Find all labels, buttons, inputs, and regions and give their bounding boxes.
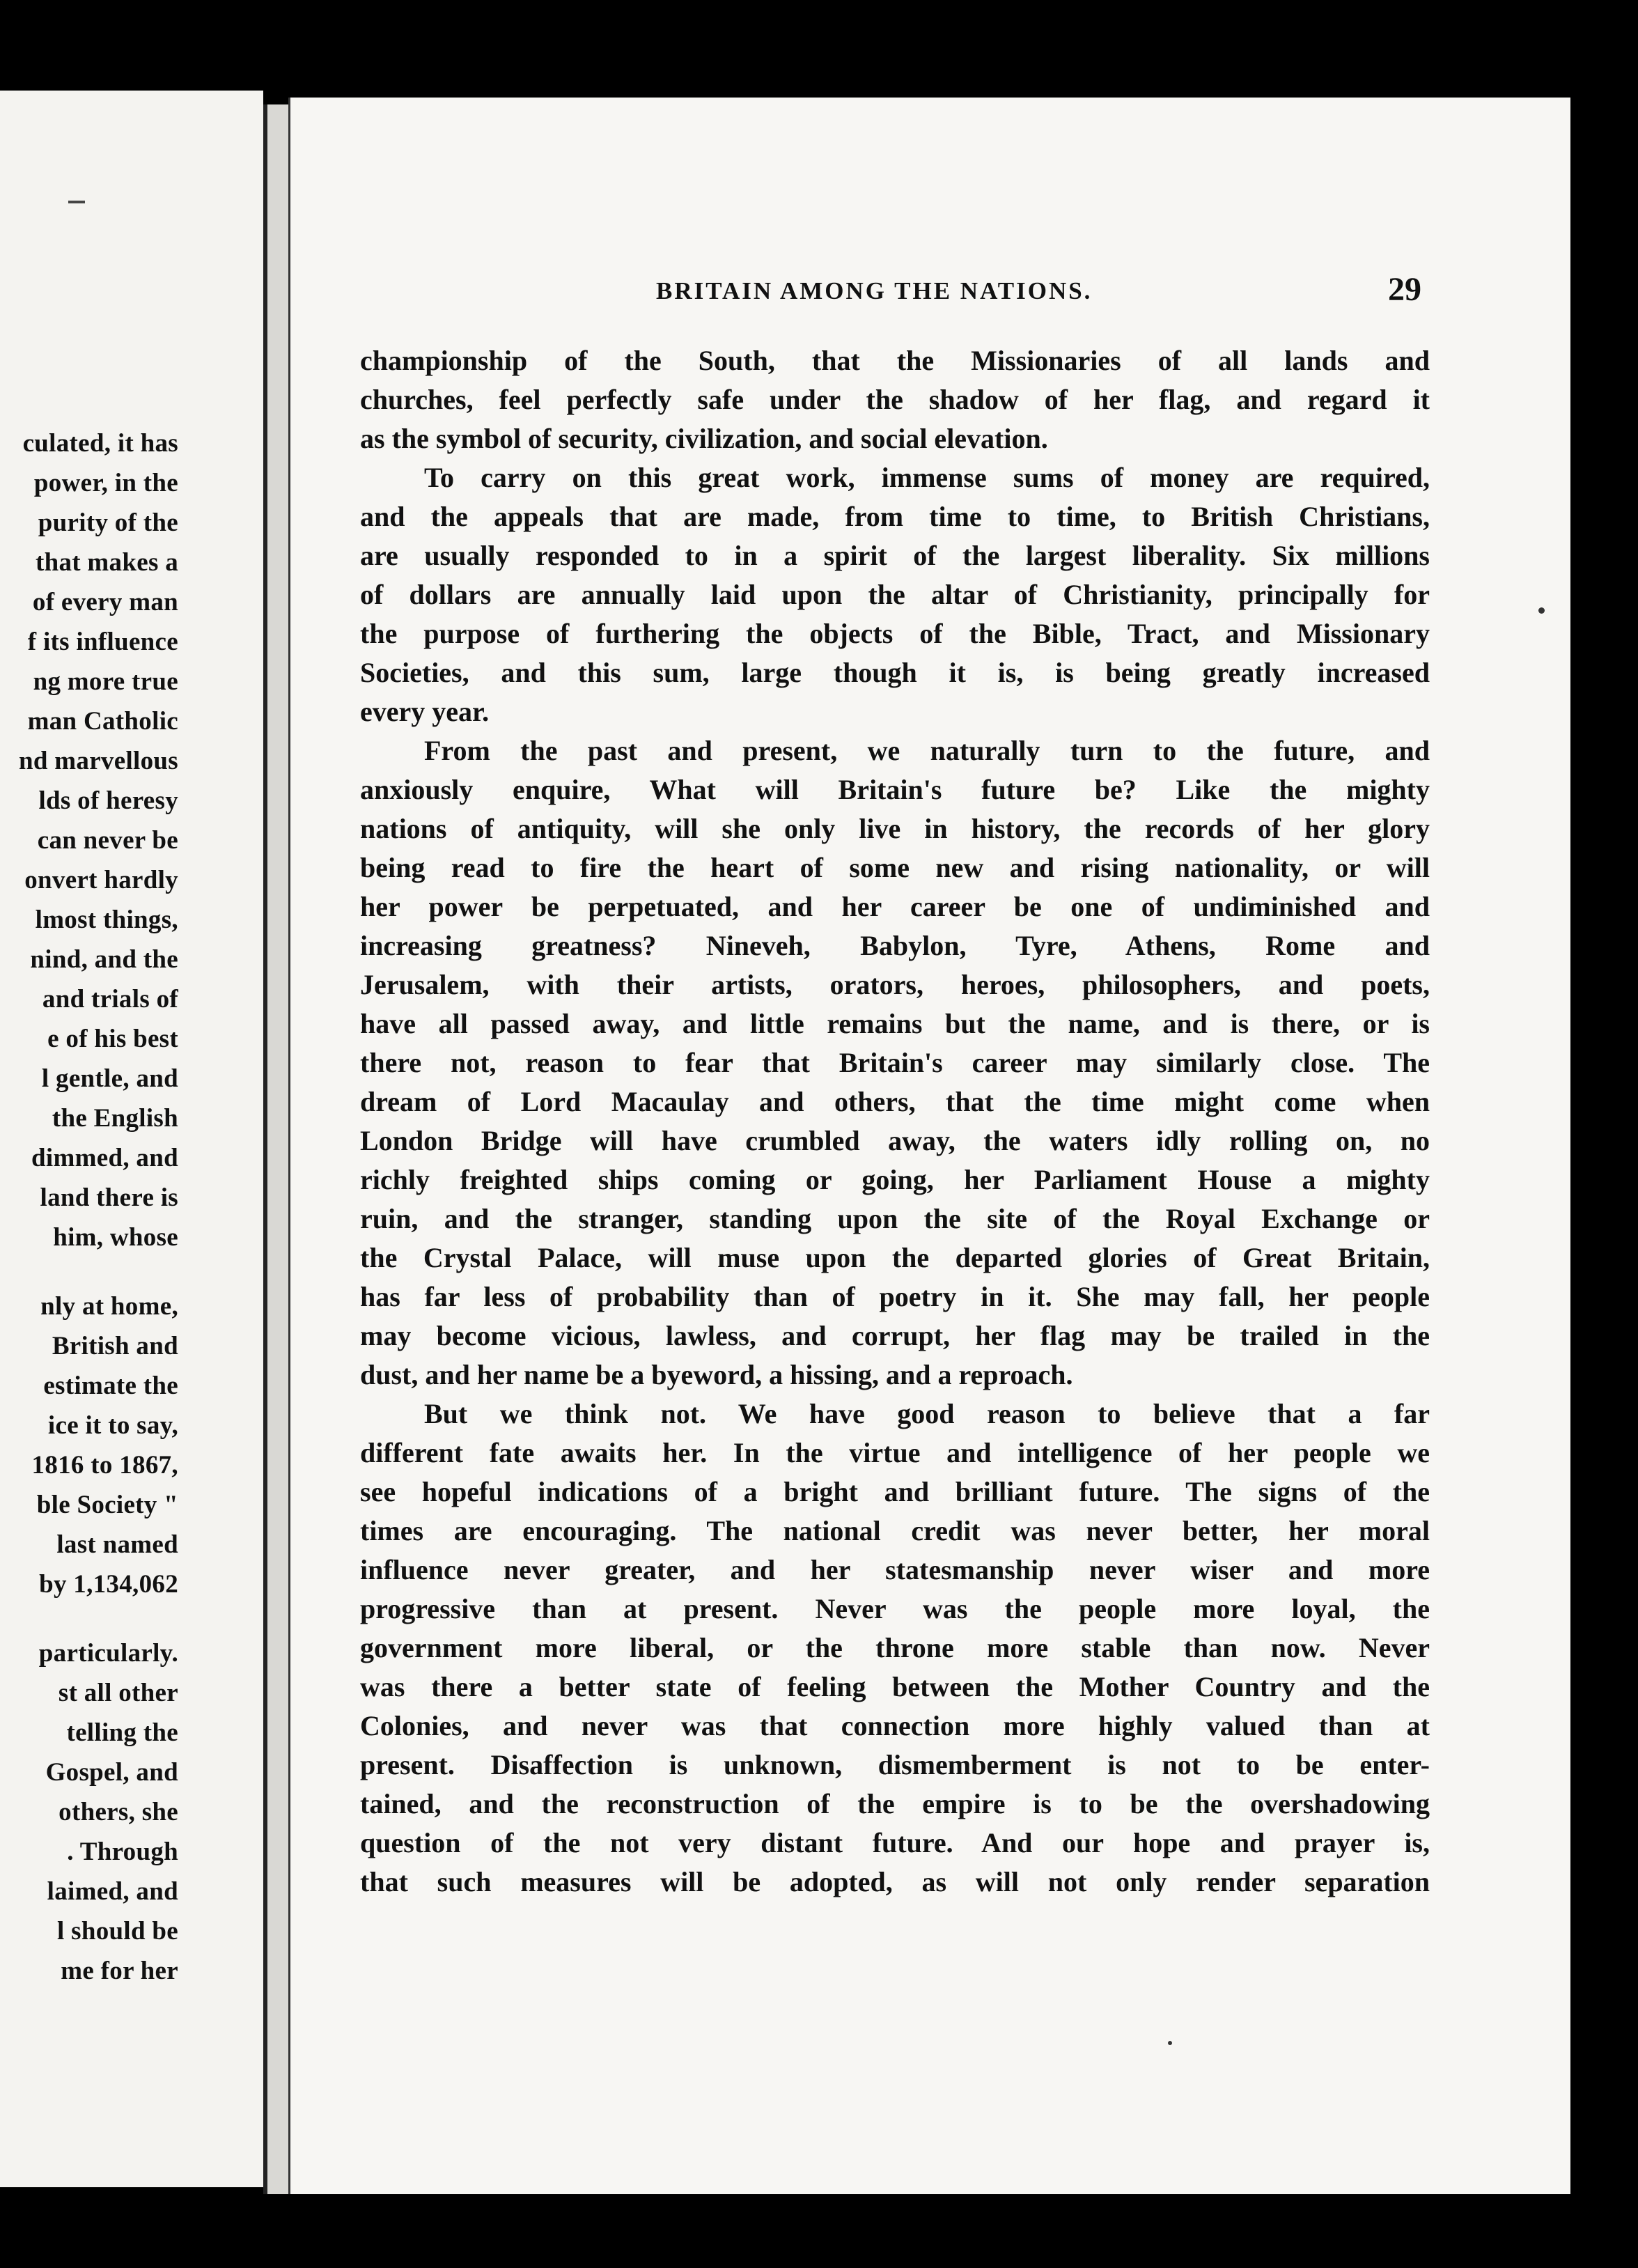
left-page-line: culated, it has xyxy=(22,429,178,458)
left-page-line: e of his best xyxy=(47,1025,178,1053)
text-line: there not, reason to fear that Britain's career may similarly close. The xyxy=(360,1047,1430,1078)
left-page-line: and trials of xyxy=(42,985,178,1013)
text-line: her power be perpetuated, and her career be one of undiminished and xyxy=(360,891,1430,922)
text-line: was there a better state of feeling between the Mother Country and the xyxy=(360,1671,1430,1702)
text-line: different fate awaits her. In the virtue and intelligence of her people we xyxy=(360,1437,1430,1468)
left-page-line: . Through xyxy=(67,1838,178,1866)
text-line: Colonies, and never was that connection more highly valued than at xyxy=(360,1710,1430,1741)
left-page-line: nind, and the xyxy=(30,945,178,974)
text-line: richly freighted ships coming or going, her Parliament House a mighty xyxy=(360,1164,1430,1195)
left-page-line: land there is xyxy=(40,1183,178,1212)
left-page-line: ice it to say, xyxy=(47,1411,178,1440)
text-line: tained, and the reconstruction of the empire is to be the overshadowing xyxy=(360,1788,1430,1819)
text-line: see hopeful indications of a bright and brilliant future. The signs of the xyxy=(360,1476,1430,1507)
text-line: the Crystal Palace, will muse upon the departed glories of Great Britain, xyxy=(360,1242,1430,1273)
left-page-line: me for her xyxy=(61,1957,178,1985)
left-page-line: British and xyxy=(52,1332,178,1360)
left-page-fragment xyxy=(0,91,263,2187)
left-page-line: him, whose xyxy=(53,1223,178,1252)
text-line: have all passed away, and little remains but the name, and is there, or is xyxy=(360,1008,1430,1039)
left-page-line: power, in the xyxy=(33,469,178,497)
text-line: London Bridge will have crumbled away, the waters idly rolling on, no xyxy=(360,1125,1430,1156)
left-page-line: nd marvellous xyxy=(18,747,178,775)
text-line: times are encouraging. The national credit was never better, her moral xyxy=(360,1515,1430,1546)
left-page-line: dimmed, and xyxy=(31,1144,178,1172)
left-page-line: man Catholic xyxy=(27,707,178,736)
left-page-line: Gospel, and xyxy=(45,1758,178,1787)
left-page-line: by 1,134,062 xyxy=(39,1570,178,1599)
left-page-line: lds of heresy xyxy=(38,786,178,815)
body-text xyxy=(360,341,1430,1902)
paragraph xyxy=(360,341,1430,458)
text-line: present. Disaffection is unknown, dismemberment is not to be enter- xyxy=(360,1749,1430,1780)
text-line: churches, feel perfectly safe under the shadow of her flag, and regard it xyxy=(360,384,1430,415)
left-page-line: estimate the xyxy=(43,1372,178,1400)
text-line: government more liberal, or the throne more stable than now. Never xyxy=(360,1632,1430,1663)
left-page-dash-mark xyxy=(68,201,85,203)
ink-speck xyxy=(1168,2041,1172,2045)
text-line: that such measures will be adopted, as will not only render separation xyxy=(360,1866,1430,1897)
text-line: and the appeals that are made, from time to time, to British Christians, xyxy=(360,501,1430,532)
left-page-line: laimed, and xyxy=(47,1877,178,1906)
left-page-line: last named xyxy=(56,1530,178,1559)
left-page-line xyxy=(19,1257,178,1287)
text-line: anxiously enquire, What will Britain's future be? Like the mighty xyxy=(360,774,1430,805)
text-line: are usually responded to in a spirit of the largest liberality. Six millions xyxy=(360,540,1430,571)
left-page-line: can never be xyxy=(37,826,178,855)
paragraph xyxy=(360,1395,1430,1902)
paragraph xyxy=(360,731,1430,1395)
left-page-line: lmost things, xyxy=(35,906,178,934)
left-page-line: purity of the xyxy=(38,508,178,537)
paragraph xyxy=(360,458,1430,731)
text-line: From the past and present, we naturally turn to the future, and xyxy=(424,735,1430,766)
text-line: Jerusalem, with their artists, orators, heroes, philosophers, and poets, xyxy=(360,969,1430,1000)
right-page xyxy=(288,98,1570,2194)
text-line: of dollars are annually laid upon the altar of Christianity, principally for xyxy=(360,579,1430,610)
text-line: as the symbol of security, civilization, and social elevation. xyxy=(360,423,1048,454)
left-page-line: l should be xyxy=(57,1917,178,1945)
text-line: being read to fire the heart of some new and rising nationality, or will xyxy=(360,852,1430,883)
page-number: 29 xyxy=(1388,271,1421,308)
left-page-line: of every man xyxy=(32,588,178,616)
left-page-line: 1816 to 1867, xyxy=(31,1451,178,1479)
text-line: increasing greatness? Nineveh, Babylon, Tyre, Athens, Rome and xyxy=(360,930,1430,961)
text-line: dust, and her name be a byeword, a hissing, and a reproach. xyxy=(360,1359,1073,1390)
left-page-line: st all other xyxy=(58,1679,178,1707)
left-page-line: f its influence xyxy=(27,628,178,656)
text-line: question of the not very distant future. And our hope and prayer is, xyxy=(360,1827,1430,1858)
left-page-line: l gentle, and xyxy=(41,1064,178,1093)
running-head: BRITAIN AMONG THE NATIONS. xyxy=(656,277,1093,304)
left-page-line: particularly. xyxy=(38,1639,178,1668)
text-line: But we think not. We have good reason to believe that a far xyxy=(424,1398,1430,1429)
left-page-line: that makes a xyxy=(35,548,178,577)
text-line: every year. xyxy=(360,696,490,727)
left-page-line: nly at home, xyxy=(40,1292,178,1321)
left-page-line: ble Society " xyxy=(36,1491,178,1519)
text-line: dream of Lord Macaulay and others, that the time might come when xyxy=(360,1086,1430,1117)
text-line: ruin, and the stranger, standing upon the site of the Royal Exchange or xyxy=(360,1203,1430,1234)
left-page-line xyxy=(19,1604,178,1633)
text-line: progressive than at present. Never was the people more loyal, the xyxy=(360,1593,1430,1624)
text-line: has far less of probability than of poetry in it. She may fall, her people xyxy=(360,1281,1430,1312)
left-page-line: others, she xyxy=(58,1798,178,1826)
left-page-line: the English xyxy=(52,1104,178,1133)
text-line: nations of antiquity, will she only live in history, the records of her glory xyxy=(360,813,1430,844)
left-page-text xyxy=(19,424,178,1991)
left-page-line: telling the xyxy=(66,1718,178,1747)
ink-speck xyxy=(1538,607,1545,614)
left-page-line: ng more true xyxy=(33,667,178,696)
text-line: Societies, and this sum, large though it is, is being greatly increased xyxy=(360,657,1430,688)
text-line: To carry on this great work, immense sums of money are required, xyxy=(424,462,1430,493)
text-line: influence never greater, and her statesmanship never wiser and more xyxy=(360,1554,1430,1585)
left-page-line: onvert hardly xyxy=(24,866,178,894)
text-line: may become vicious, lawless, and corrupt, her flag may be trailed in the xyxy=(360,1320,1430,1351)
text-line: championship of the South, that the Missionaries of all lands and xyxy=(360,345,1430,376)
text-line: the purpose of furthering the objects of the Bible, Tract, and Missionary xyxy=(360,618,1430,649)
